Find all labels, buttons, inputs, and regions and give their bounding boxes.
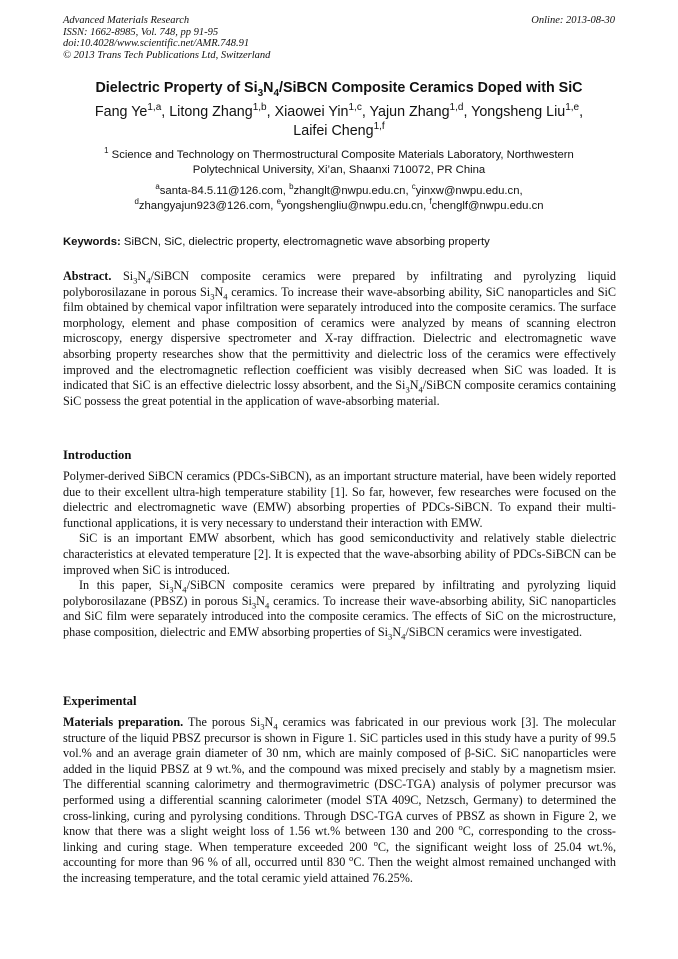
author-list: Fang Ye$^{1,a}$, Litong Zhang$^{1,b}$, Xiaowei Yin$^{1,c}$, Yajun Zhang$^{1,d}$, Yongsheng Liu$^{1,e}$, Laifei Cheng$^{1,f}$ (94, 102, 584, 139)
introduction-body (63, 469, 616, 641)
email: chenglf@nwpu.edu.cn (431, 200, 544, 212)
paragraph: SiC is an important EMW absorbent, which has good semiconductivity and relatively stable dielectric characteristics at elevated temperature [2]. It is expected that the wave-absorbing ability of PDCs-SiBCN can be improved when SiC is introduced. (63, 531, 616, 577)
page-header (63, 15, 615, 61)
author: Litong Zhang (169, 104, 253, 120)
experimental-body (63, 715, 616, 887)
author: Laifei Cheng (293, 123, 374, 139)
author: Yajun Zhang (369, 104, 450, 120)
subsection-label: Materials preparation. (63, 715, 184, 729)
author: Xiaowei Yin (274, 104, 349, 120)
doi: doi:10.4028/www.scientific.net/AMR.748.91 (63, 38, 250, 49)
paragraph: Materials preparation. The porous $Si_3N_4$ ceramics was fabricated in our previous work [3]. The molecular structure of the liquid PBSZ precursor is shown in Figure 1. SiC particles used in this study have a purity of 99.5 vol.% and an average grain diameter of 30 nm, which are mainly composed of β-SiC. SiC nanoparticles were added in the liquid PBSZ at 9 wt.%, and the compound was mixed precisely and stably by a magnetism msier. The differential scanning calorimetry and thermogravimetric (DSC-TGA) analysis of polymer precursor was performed using a differential scanning calorimeter (model STA 409C, Netzsch, Germany) to determined the cross-linking, curing and pyrolysing conditions. Through DSC-TGA curves of PBSZ as shown in Figure 2, we know that there was a slight weight loss of 1.56 wt.% between 130 and 200 $^o$C, corresponding to the cross-linking and curing stage. When temperature exceeded 200 $^o$C, the significant weight loss of 25.04 wt.%, accounting for more than 96 % of all, occurred until 830 $^o$C. Then the weight almost remained unchanged with the increasing temperature, and the total ceramic yield attained 76.25%. (63, 715, 616, 885)
author: Fang Ye (94, 104, 148, 120)
email: zhangyajun923@126.com, (138, 200, 277, 212)
email: yongshengliu@nwpu.edu.cn, (280, 200, 430, 212)
section-heading-experimental: Experimental (63, 694, 137, 708)
abstract-label: Abstract. (63, 269, 112, 283)
copyright: © 2013 Trans Tech Publications Ltd, Switzerland (63, 49, 271, 61)
paragraph: Polymer-derived SiBCN ceramics (PDCs-SiBCN), as an important structure material, have been widely reported due to their excellent ultra-high temperature stability [1]. So far, however, few researches were focused on the dielectric and electromagnetic wave (EMW) absorbing properties of PDCs-SiBCN. To expand their multi-functional applications, it is very necessary to understand their interaction with EMW. (63, 469, 616, 530)
email: yinxw@nwpu.edu.cn, (415, 185, 523, 197)
paragraph: In this paper, $Si_3N_4$/SiBCN composite ceramics were prepared by infiltrating and pyrolyzing liquid polyborosilazane (PBSZ) in porous $Si_3N_4$ ceramics. To increase their wave-absorbing ability, SiC nanoparticles and SiC film were separately introduced into the composite ceramics. The effects of SiC on the microstructure, phase composition, dielectric and EMW absorbing properties of $Si_3N_4$/SiBCN ceramics were investigated. (63, 578, 616, 642)
section-heading-introduction: Introduction (63, 448, 132, 462)
abstract: Abstract. $Si_3N_4$/SiBCN composite ceramics were prepared by infiltrating and pyrolyzing liquid polyborosilazane in porous $Si_3N_4$ ceramics. To increase their wave-absorbing ability, SiC nanoparticles and SiC film obtained by chemical vapor infiltration were separately introduced into the composite ceramics. The surface morphology, element and phase composition of ceramics were analyzed by means of scanning electron microscopy, energy dispersive spectrometer and X-ray diffraction. Dielectric and electromagnetic wave absorbing property researches show that the permittivity and dielectric loss of the ceramics were effectively improved and the electromagnetic reflection coefficient was visibly decreased when SiC was loaded. It is indicated that SiC is an effective dielectric lossy absorbent, and the $Si_3N_4$/SiBCN composite ceramics containing SiC possess the great potential in the application of wave-absorbing material. (63, 269, 616, 408)
journal-name: Advanced Materials Research (63, 15, 190, 26)
email: santa-84.5.11@126.com, (159, 185, 290, 197)
affiliation: $^1$ Science and Technology on Thermostructural Composite Materials Laboratory, Northwestern Polytechnical University, Xi’an, Shaanxi 710072, PR China (104, 146, 574, 176)
paper-title: Dielectric Property of $Si_3N_4$/SiBCN Composite Ceramics Doped with SiC (95, 80, 583, 99)
keywords-label: Keywords: (63, 236, 121, 248)
keywords: Keywords: SiBCN, SiC, dielectric property, electromagnetic wave absorbing property (63, 236, 490, 248)
email: zhanglt@nwpu.edu.cn, (293, 185, 412, 197)
author: Yongsheng Liu (471, 104, 566, 120)
author-emails: $^a$santa-84.5.11@126.com, $^b$zhanglt@nwpu.edu.cn, $^c$yinxw@nwpu.edu.cn, $^d$zhangyajun923@126.com, $^e$yongshengliu@nwpu.edu.cn, $^f$chenglf@nwpu.edu.cn (134, 182, 544, 212)
online-date: Online: 2013-08-30 (531, 15, 615, 26)
issn: ISSN: 1662-8985, Vol. 748, pp 91-95 (63, 26, 219, 38)
